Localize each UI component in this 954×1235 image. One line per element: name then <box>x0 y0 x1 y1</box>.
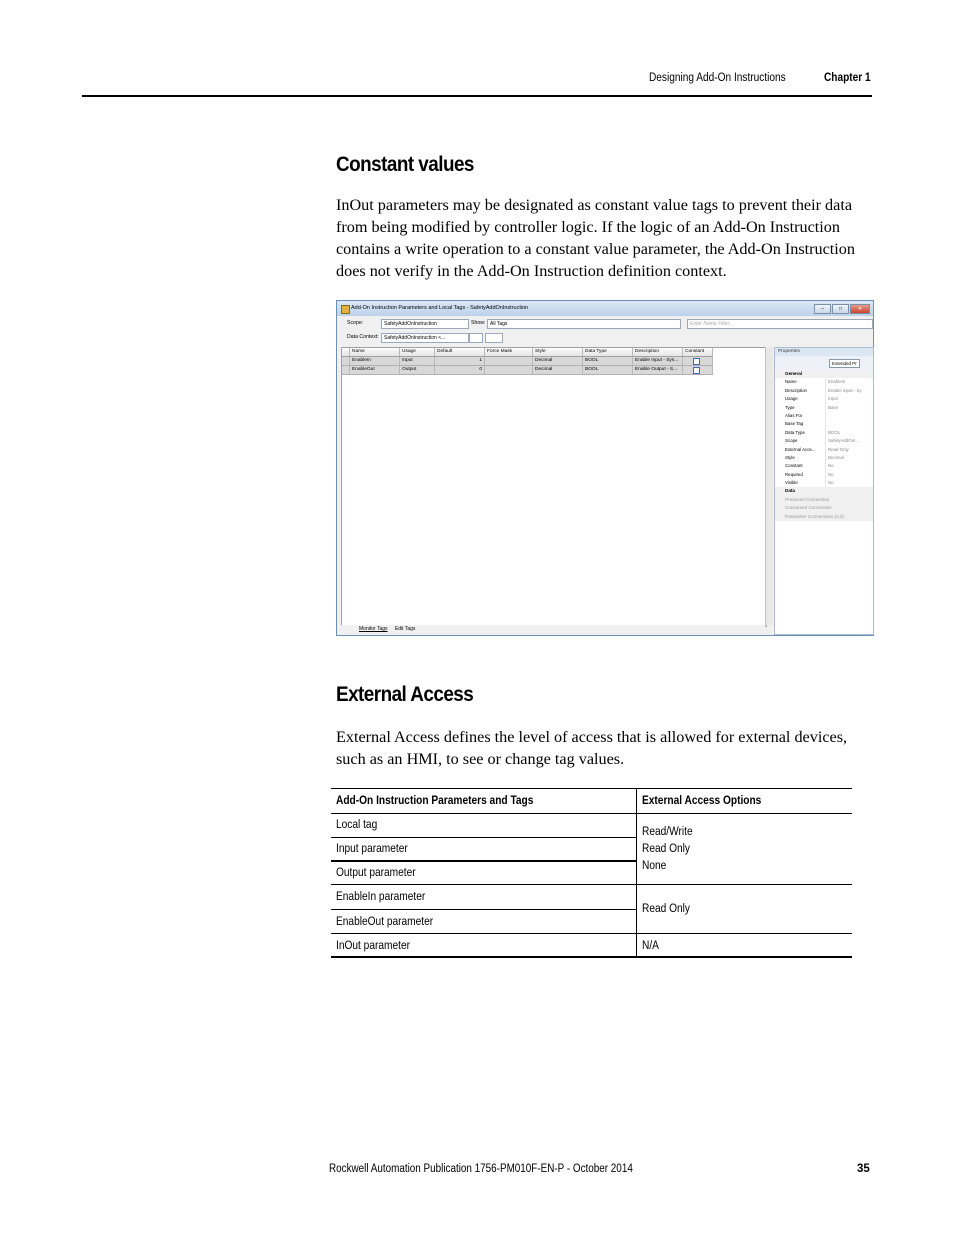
scope-select[interactable]: SafetyAddOnInstruction <box>381 319 469 329</box>
table-row[interactable]: EnableIn Input 1 Decimal BOOL Enable Input - Sys... <box>342 357 713 366</box>
name-filter-input[interactable]: Enter Name Filter... <box>687 319 873 329</box>
properties-panel <box>774 347 874 635</box>
group-general[interactable]: General <box>775 370 873 378</box>
properties-filter-select[interactable]: Extended Pr <box>829 359 860 368</box>
running-header-chapter: Chapter 1 <box>824 72 871 84</box>
property-row[interactable]: External Acce... Read Only <box>775 446 873 454</box>
app-icon <box>341 305 350 314</box>
parameters-dialog-screenshot <box>336 300 874 636</box>
property-row[interactable]: Visible No <box>775 479 873 487</box>
show-select[interactable]: All Tags <box>487 319 681 329</box>
page-number: 35 <box>857 1163 870 1175</box>
table-header-options: External Access Options <box>642 793 762 807</box>
col-force-mask[interactable]: Force Mask <box>485 348 533 356</box>
scope-label: Scope: <box>347 320 364 326</box>
group-produced-connection[interactable]: Produced Connection <box>775 496 873 504</box>
table-rule <box>331 909 637 910</box>
col-constant[interactable]: Constant <box>683 348 713 356</box>
maximize-icon[interactable]: □ <box>832 304 849 314</box>
col-default[interactable]: Default <box>435 348 485 356</box>
property-row[interactable]: Required No <box>775 471 873 479</box>
data-context-select[interactable]: SafetyAddOnInstruction <... <box>381 333 469 343</box>
external-access-heading: External Access <box>336 683 474 706</box>
option-read-only: Read Only <box>642 841 691 855</box>
external-access-table <box>331 788 852 958</box>
table-rule <box>331 933 852 934</box>
option-na: N/A <box>642 938 659 952</box>
properties-title: Properties <box>775 348 873 356</box>
constant-values-heading: Constant values <box>336 153 474 176</box>
dialog-title: Add-On Instruction Parameters and Local Tags - SafetyAddOnInstruction <box>351 305 529 311</box>
toolbar-icon[interactable] <box>485 333 503 343</box>
group-consumed-connection[interactable]: Consumed Connection <box>775 504 873 512</box>
header-rule <box>82 95 872 97</box>
option-read-write: Read/Write <box>642 824 693 838</box>
table-header-parameters: Add-On Instruction Parameters and Tags <box>336 793 534 807</box>
tab-edit-tags[interactable]: Edit Tags <box>394 626 416 632</box>
property-row[interactable]: Base Tag <box>775 420 873 428</box>
minimize-icon[interactable]: – <box>814 304 831 314</box>
property-row[interactable]: Type Base <box>775 404 873 412</box>
group-data[interactable]: Data <box>775 487 873 495</box>
table-row: Input parameter <box>336 841 408 855</box>
table-row[interactable]: EnableOut Output 0 Decimal BOOL Enable Output - S... <box>342 366 713 375</box>
table-column-divider <box>636 788 637 958</box>
grid-tabs <box>341 625 765 634</box>
table-row: EnableIn parameter <box>336 889 426 903</box>
grid-header <box>342 348 713 357</box>
tags-grid[interactable] <box>341 347 767 627</box>
toolbar-icon[interactable] <box>469 333 483 343</box>
properties-list <box>775 378 873 487</box>
close-icon[interactable]: ✕ <box>850 304 870 314</box>
group-parameter-connections[interactable]: Parameter Connections (0,0) <box>775 513 873 521</box>
table-rule <box>331 884 852 885</box>
table-rule <box>331 788 852 789</box>
table-rule <box>331 860 637 862</box>
footer-publication: Rockwell Automation Publication 1756-PM010F-EN-P - October 2014 <box>329 1163 633 1175</box>
property-row[interactable]: Constant No <box>775 462 873 470</box>
option-none: None <box>642 858 667 872</box>
property-row[interactable]: Name EnableIn <box>775 378 873 386</box>
constant-values-paragraph: InOut parameters may be designated as constant value tags to prevent their data from being modified by controller logic. If the logic of an Add-On Instruction contains a write operation to a constant value parameter, the Add-On Instruction does not verify in the Add-On Instruction definition context. <box>336 196 855 280</box>
property-row[interactable]: Scope SafetyAddOnI... <box>775 437 873 445</box>
col-style[interactable]: Style <box>533 348 583 356</box>
running-header-section: Designing Add-On Instructions <box>649 72 786 84</box>
table-row: Local tag <box>336 817 378 831</box>
table-row: Output parameter <box>336 865 416 879</box>
col-data-type[interactable]: Data Type <box>583 348 633 356</box>
table-row: InOut parameter <box>336 938 410 952</box>
show-label: Show: <box>471 320 486 326</box>
option-read-only-enable: Read Only <box>642 901 691 915</box>
table-rule <box>331 813 852 814</box>
property-row[interactable]: Data Type BOOL <box>775 429 873 437</box>
property-row[interactable]: Usage Input <box>775 395 873 403</box>
table-rule <box>331 956 852 958</box>
data-context-label: Data Context: <box>347 334 379 340</box>
property-row[interactable]: Style Decimal <box>775 454 873 462</box>
col-description[interactable]: Description <box>633 348 683 356</box>
properties-toolbar <box>775 356 873 370</box>
external-access-paragraph: External Access defines the level of access that is allowed for external devices, such as an HMI, to see or change tag values. <box>336 728 848 768</box>
table-rule <box>331 837 637 838</box>
property-row[interactable]: Description Enable Input - Sy <box>775 387 873 395</box>
dialog-titlebar <box>337 301 873 316</box>
tab-monitor-tags[interactable]: Monitor Tags <box>359 626 388 632</box>
table-row: EnableOut parameter <box>336 914 434 928</box>
col-name[interactable]: Name <box>350 348 400 356</box>
property-row[interactable]: Alias For <box>775 412 873 420</box>
col-usage[interactable]: Usage <box>400 348 435 356</box>
grid-scrollbar[interactable] <box>765 347 773 625</box>
